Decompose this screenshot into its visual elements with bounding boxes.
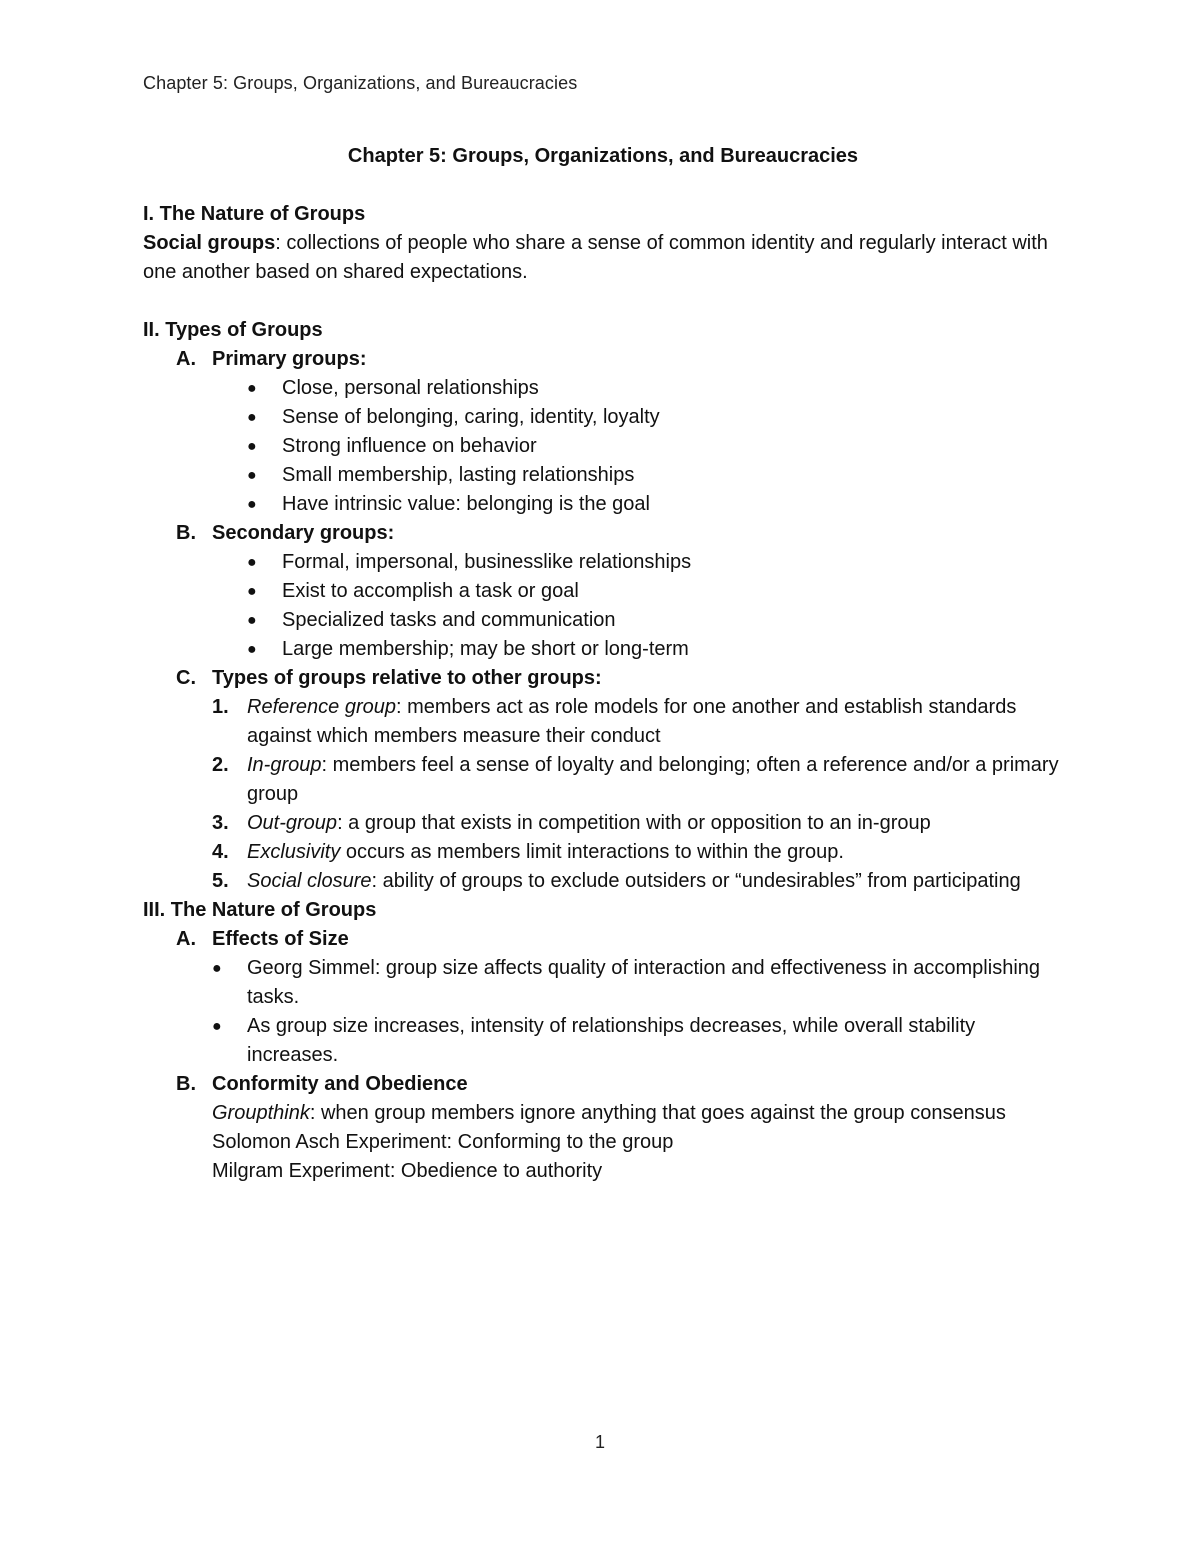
- milgram-experiment: Milgram Experiment: Obedience to authority: [212, 1160, 603, 1182]
- list-item: [247, 403, 1063, 432]
- bullet-text: Small membership, lasting relationships: [282, 464, 635, 486]
- bullet-text: Large membership; may be short or long-term: [282, 638, 689, 660]
- bullet-icon: ●: [212, 960, 222, 977]
- bullet-text: Strong influence on behavior: [282, 435, 537, 457]
- bullet-icon: ●: [247, 496, 257, 513]
- list-item: [247, 577, 1063, 606]
- bullet-icon: ●: [247, 467, 257, 484]
- types-of-groups-list: [143, 345, 1063, 896]
- item-text: [247, 838, 1063, 867]
- bullet-icon: ●: [247, 583, 257, 600]
- item-text: [247, 693, 1063, 751]
- number-marker: 2.: [212, 754, 229, 776]
- list-item: [212, 809, 1063, 838]
- groupthink-text: : when group members ignore anything that goes against the group consensus: [309, 1102, 1006, 1124]
- page-number: 1: [594, 1432, 605, 1452]
- conformity-label: Conformity and Obedience: [212, 1073, 468, 1095]
- letter-row: [143, 664, 1063, 693]
- list-item-relative-groups: [143, 664, 1063, 896]
- section-heading-1: I. The Nature of Groups: [143, 203, 366, 225]
- document-body: [143, 142, 1063, 1186]
- item-description: : members act as role models for one another and establish standards against which members measure their conduct: [247, 696, 1017, 747]
- section-heading-2: II. Types of Groups: [143, 319, 323, 341]
- primary-groups-label: Primary groups:: [212, 348, 367, 370]
- list-item-conformity: [143, 1070, 1063, 1186]
- list-item: [212, 838, 1063, 867]
- term-out-group: Out-group: [247, 812, 338, 834]
- bullet-icon: ●: [247, 438, 257, 455]
- nature-of-groups-list: [143, 925, 1063, 1186]
- list-item: [247, 374, 1063, 403]
- groupthink-definition: [212, 1099, 1063, 1128]
- list-item-primary-groups: [143, 345, 1063, 519]
- item-text: [247, 751, 1063, 809]
- letter-row: [143, 1070, 1063, 1099]
- term-social-groups: Social groups: [143, 232, 276, 254]
- list-item: [247, 461, 1063, 490]
- spacer: [143, 287, 1063, 316]
- effects-of-size-bullets: [143, 954, 1063, 1070]
- item-text: [247, 809, 1063, 838]
- number-marker: 4.: [212, 841, 229, 863]
- spacer: [143, 171, 1063, 200]
- section-heading-3: III. The Nature of Groups: [143, 899, 377, 921]
- list-item-secondary-groups: [143, 519, 1063, 664]
- bullet-text: Formal, impersonal, businesslike relationships: [282, 551, 692, 573]
- term-in-group: In-group: [247, 754, 322, 776]
- asch-experiment: Solomon Asch Experiment: Conforming to the group: [212, 1131, 674, 1153]
- item-description: : a group that exists in competition with or opposition to an in-group: [337, 812, 931, 834]
- letter-marker: C.: [176, 667, 196, 689]
- letter-row: [143, 345, 1063, 374]
- letter-marker: A.: [176, 348, 196, 370]
- letter-marker: A.: [176, 928, 196, 950]
- list-item: [247, 490, 1063, 519]
- term-social-closure: Social closure: [247, 870, 372, 892]
- letter-marker: B.: [176, 522, 196, 544]
- item-description: : members feel a sense of loyalty and belonging; often a reference and/or a primary group: [247, 754, 1059, 805]
- list-item: [247, 635, 1063, 664]
- bullet-text: Georg Simmel: group size affects quality of interaction and effectiveness in accomplishing tasks.: [247, 957, 1041, 1008]
- definition-text: : collections of people who share a sense of common identity and regularly interact with one another based on shared expectations.: [143, 232, 1048, 283]
- letter-row: [143, 925, 1063, 954]
- letter-marker: B.: [176, 1073, 196, 1095]
- document-title: Chapter 5: Groups, Organizations, and Bureaucracies: [347, 145, 859, 167]
- bullet-icon: ●: [247, 612, 257, 629]
- primary-groups-bullets: [143, 374, 1063, 519]
- item-description: occurs as members limit interactions to within the group.: [340, 841, 844, 863]
- list-item: [247, 432, 1063, 461]
- list-item: [212, 954, 1063, 1012]
- bullet-icon: ●: [247, 554, 257, 571]
- term-groupthink: Groupthink: [212, 1102, 310, 1124]
- bullet-text: Close, personal relationships: [282, 377, 539, 399]
- item-text: [247, 867, 1063, 896]
- bullet-icon: ●: [247, 641, 257, 658]
- list-item: [212, 1012, 1063, 1070]
- term-exclusivity: Exclusivity: [247, 841, 341, 863]
- secondary-groups-bullets: [143, 548, 1063, 664]
- secondary-groups-label: Secondary groups:: [212, 522, 395, 544]
- list-item: [212, 751, 1063, 809]
- social-groups-definition: [143, 229, 1063, 287]
- relative-groups-numbered-list: [143, 693, 1063, 896]
- bullet-icon: ●: [212, 1018, 222, 1035]
- number-marker: 3.: [212, 812, 229, 834]
- list-item: [212, 693, 1063, 751]
- relative-groups-label: Types of groups relative to other groups:: [212, 667, 602, 689]
- bullet-text: Specialized tasks and communication: [282, 609, 616, 631]
- number-marker: 5.: [212, 870, 229, 892]
- number-marker: 1.: [212, 696, 229, 718]
- list-item: [247, 606, 1063, 635]
- bullet-text: Sense of belonging, caring, identity, loyalty: [282, 406, 660, 428]
- term-reference-group: Reference group: [247, 696, 396, 718]
- item-description: : ability of groups to exclude outsiders or “undesirables” from participating: [371, 870, 1021, 892]
- list-item-effects-of-size: [143, 925, 1063, 1070]
- bullet-text: As group size increases, intensity of relationships decreases, while overall stability increases.: [247, 1015, 976, 1066]
- letter-row: [143, 519, 1063, 548]
- bullet-text: Exist to accomplish a task or goal: [282, 580, 579, 602]
- list-item: [212, 867, 1063, 896]
- bullet-text: Have intrinsic value: belonging is the goal: [282, 493, 650, 515]
- bullet-icon: ●: [247, 409, 257, 426]
- list-item: [247, 548, 1063, 577]
- effects-of-size-label: Effects of Size: [212, 928, 349, 950]
- running-header: Chapter 5: Groups, Organizations, and Bureaucracies: [143, 73, 578, 93]
- bullet-icon: ●: [247, 380, 257, 397]
- conformity-details: [143, 1099, 1063, 1186]
